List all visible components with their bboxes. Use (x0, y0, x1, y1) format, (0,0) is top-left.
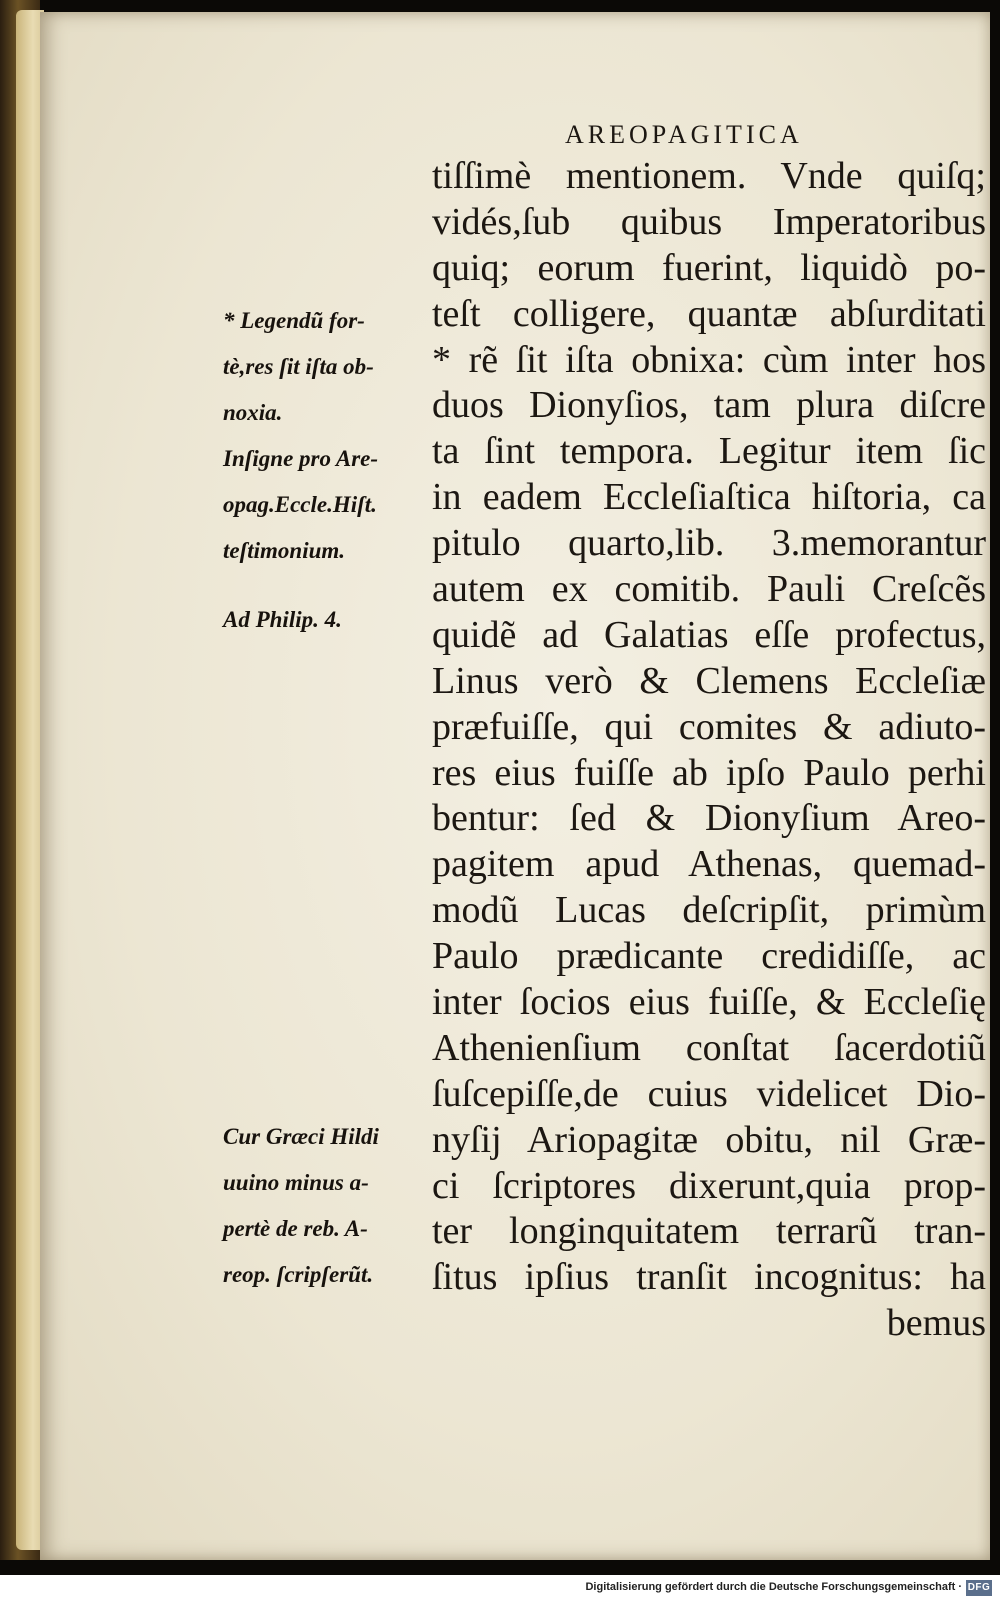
text-line: autem ex comitib. Pauli Creſcẽs (432, 568, 986, 611)
text-line: Paulo prædicante credidiſſe, ac (432, 935, 986, 978)
marginal-note-line: tè,res ſit iſta ob- (223, 353, 374, 379)
marginal-note-line: Cur Græci Hildi (223, 1124, 379, 1149)
text-line: Linus verò & Clemens Eccleſiæ (432, 659, 986, 702)
text-line: tiſſimè mentionem. Vnde quiſq; (432, 155, 986, 197)
marginal-note-line: pertè de reb. A- (223, 1215, 368, 1241)
marginal-note-4 (223, 1114, 428, 1298)
text-line: in eadem Eccleſiaſtica hiſtoria, ca (432, 476, 986, 519)
text-line: ſuſcepiſſe,de cuius videlicet Dio- (432, 1072, 986, 1115)
marginal-note-line: reop. ſcripſerũt. (223, 1261, 374, 1287)
marginal-note-line: noxia. (223, 399, 283, 425)
footer-credit: Digitalisierung gefördert durch die Deutsche Forschungsgemeinschaft · (585, 1581, 962, 1593)
marginal-note-1 (223, 298, 428, 436)
text-line: ci ſcriptores dixerunt,quia prop- (432, 1164, 986, 1207)
text-line: Athenienſium conſtat ſacerdotiũ (432, 1026, 986, 1069)
text-line: ter longinquitatem terrarũ tran- (432, 1210, 986, 1253)
text-line: præfuiſſe, qui comites & adiuto- (432, 705, 986, 748)
marginal-note-line: Ad Philip. 4. (223, 607, 342, 632)
marginal-note-3 (223, 597, 428, 643)
marginal-note-line: uuino minus a- (223, 1169, 369, 1195)
text-line: duos Dionyſios, tam plura diſcre (432, 384, 986, 427)
text-line: vidés,ſub quibus Imperatoribus (432, 200, 986, 243)
text-line: res eius fuiſſe ab ipſo Paulo perhi (432, 751, 986, 794)
text-line: nyſij Ariopagitæ obitu, nil Græ- (432, 1118, 986, 1161)
catchword: bemus (886, 1302, 986, 1345)
marginal-note-2 (223, 436, 428, 574)
book-page (40, 12, 990, 1560)
marginal-note-line: Inſigne pro Are- (223, 446, 379, 471)
running-head: AREOPAGITICA (565, 120, 803, 149)
text-line: teſt colligere, quantæ abſurditati (432, 292, 986, 335)
text-line: modũ Lucas deſcripſit, primùm (432, 889, 986, 932)
dfg-logo: DFG (966, 1580, 992, 1596)
text-line: ta ſint tempora. Legitur item ſic (432, 430, 986, 473)
text-line: quiq; eorum fuerint, liquidò po- (432, 246, 986, 289)
text-line: bentur: ſed & Dionyſium Areo- (432, 797, 986, 840)
text-line: * rẽ ſit iſta obnixa: cùm inter hos (432, 338, 986, 381)
text-line: inter ſocios eius fuiſſe, & Eccleſię (432, 981, 986, 1024)
text-line: quidẽ ad Galatias eſſe profectus, (432, 613, 986, 656)
main-text-block (432, 154, 986, 1347)
marginal-note-line: * Legendũ for- (223, 308, 365, 333)
text-line: ſitus ipſius tranſit incognitus: ha (432, 1256, 986, 1299)
marginal-note-line: teſtimonium. (223, 537, 346, 563)
marginal-note-line: opag.Eccle.Hiſt. (223, 491, 377, 517)
footer-bar (0, 1575, 1000, 1603)
text-line: pagitem apud Athenas, quemad- (432, 843, 986, 886)
text-line: pitulo quarto,lib. 3.memorantur (432, 522, 986, 565)
